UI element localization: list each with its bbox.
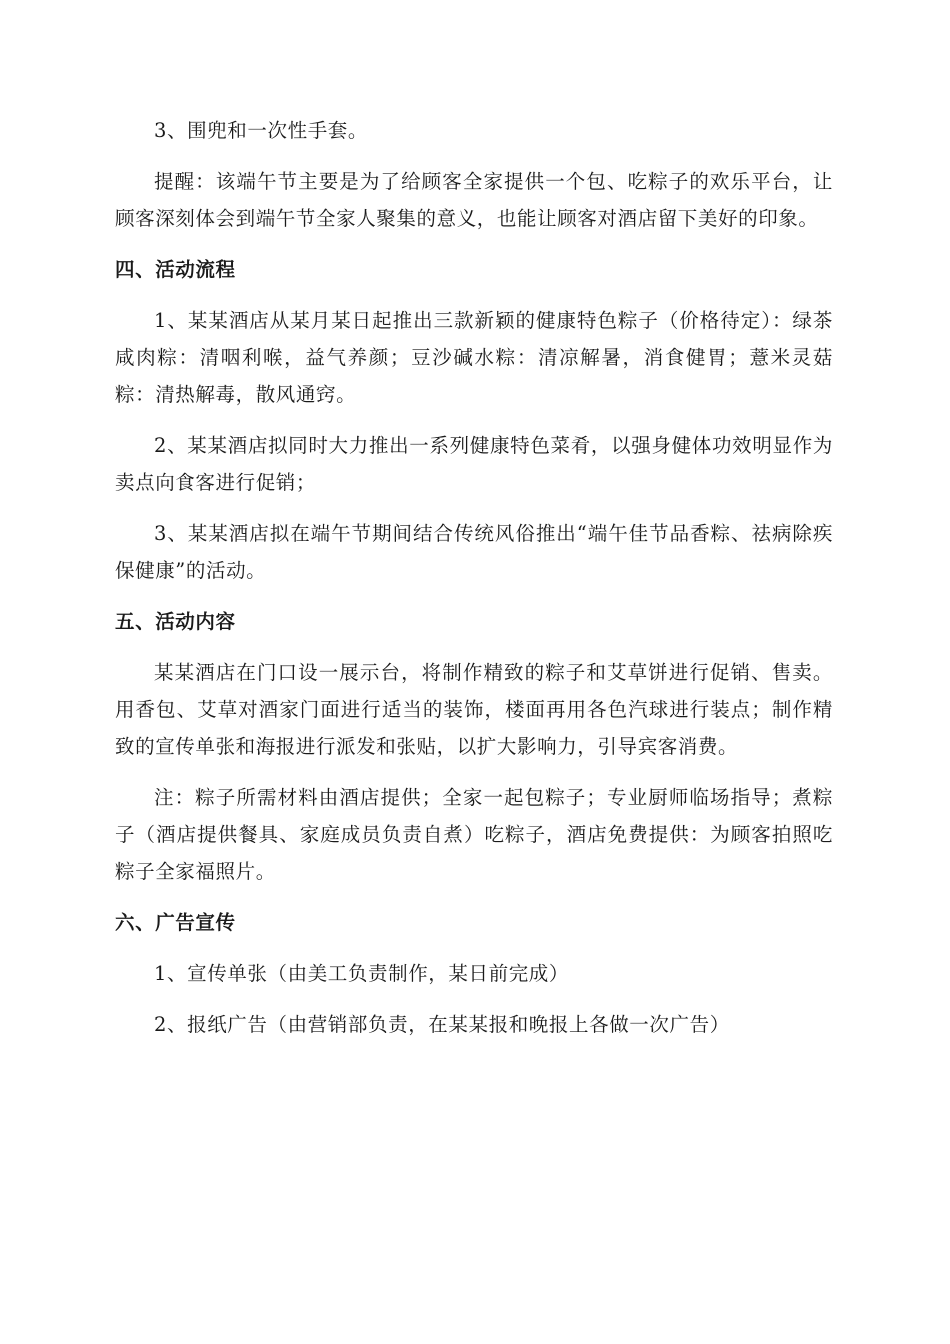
content-paragraph: 某某酒店在门口设一展示台，将制作精致的粽子和艾草饼进行促销、售卖。用香包、艾草对酒家门面进行适当的装饰，楼面再用各色汽球进行装点；制作精致的宣传单张和海报进行派发和张贴，以扩大影响力，引导宾客消费。 — [115, 661, 833, 758]
section-heading-activity-process: 四、活动流程 — [115, 258, 236, 281]
document-body — [115, 112, 833, 1057]
section-heading-activity-content: 五、活动内容 — [115, 610, 236, 633]
list-item-aprons-gloves: 3、围兜和一次性手套。 — [154, 119, 369, 142]
advertising-item-1: 1、宣传单张（由美工负责制作，某日前完成） — [154, 962, 570, 985]
section-heading-advertising: 六、广告宣传 — [115, 911, 236, 934]
process-item-1: 1、某某酒店从某月某日起推出三款新颖的健康特色粽子（价格待定）：绿茶咸肉粽：清咽利喉，益气养颜；豆沙碱水粽：清凉解暑，消食健胃；薏米灵菇粽：清热解毒，散风通窍。 — [115, 309, 833, 406]
note-paragraph: 注：粽子所需材料由酒店提供；全家一起包粽子；专业厨师临场指导；煮粽子（酒店提供餐具、家庭成员负责自煮）吃粽子，酒店免费提供：为顾客拍照吃粽子全家福照片。 — [115, 786, 833, 883]
reminder-paragraph: 提醒：该端午节主要是为了给顾客全家提供一个包、吃粽子的欢乐平台，让顾客深刻体会到端午节全家人聚集的意义，也能让顾客对酒店留下美好的印象。 — [115, 170, 833, 230]
process-item-3: 3、某某酒店拟在端午节期间结合传统风俗推出“端午佳节品香粽、祛病除疾保健康”的活动。 — [115, 522, 833, 582]
advertising-item-2: 2、报纸广告（由营销部负责，在某某报和晚报上各做一次广告） — [154, 1013, 730, 1036]
process-item-2: 2、某某酒店拟同时大力推出一系列健康特色菜肴，以强身健体功效明显作为卖点向食客进行促销； — [115, 434, 833, 494]
